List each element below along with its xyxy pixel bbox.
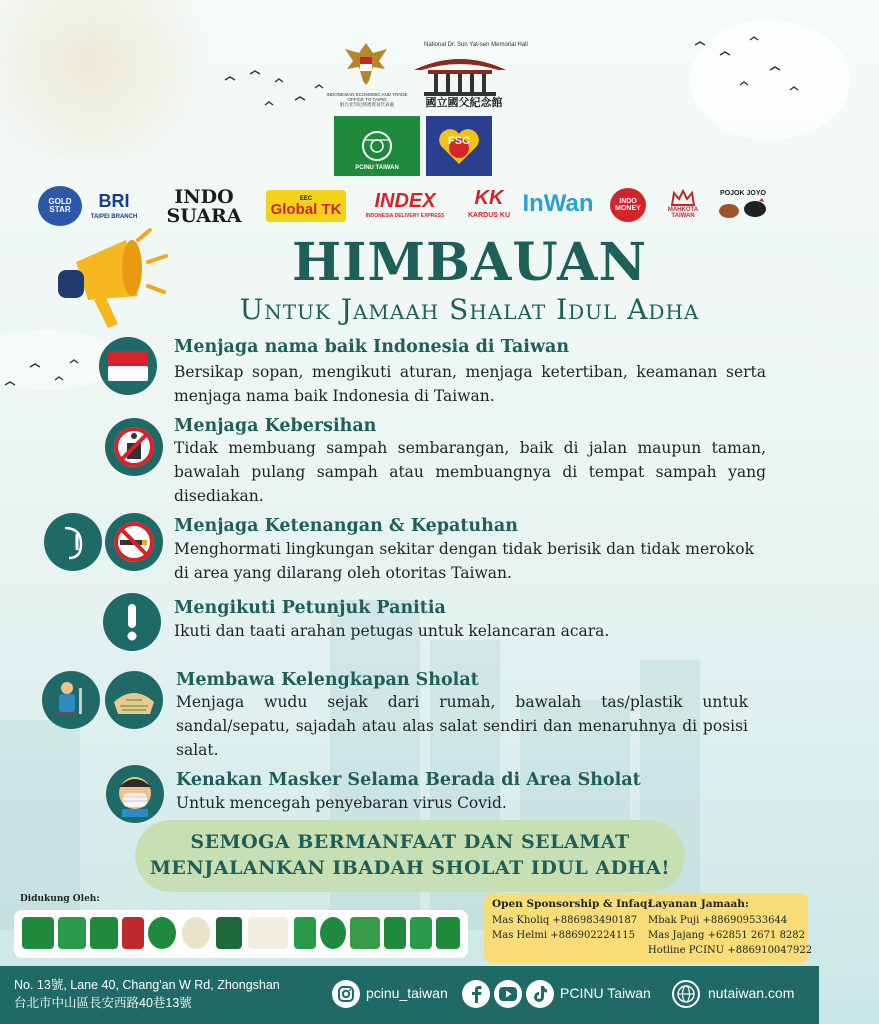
page-subtitle: Untuk Jamaah Shalat Idul Adha xyxy=(239,293,700,326)
supported-by-label: Didukung Oleh: xyxy=(20,894,100,904)
closing-line-1: SEMOGA BERMANFAAT DAN SELAMAT xyxy=(190,831,630,853)
closing-line-2: MENJALANKAN IBADAH SHOLAT IDUL ADHA! xyxy=(149,857,671,879)
item-description: Menjaga wudu sejak dari rumah, bawalah tas/plastik untuk sandal/sepatu, sajadah atau alas salat sendiri dan menaruhnya di posisi salat. xyxy=(176,693,748,759)
social-account-name[interactable]: PCINU Taiwan xyxy=(560,985,651,1001)
no-smoking-icon xyxy=(105,513,163,571)
contact-line: Mas Kholiq +886983490187 xyxy=(492,915,638,926)
indo-money-logo: INDO MONEY xyxy=(610,188,646,222)
supporter-logo xyxy=(320,917,346,949)
memorial-arc-text: National Dr. Sun Yat-sen Memorial Hall xyxy=(424,42,528,48)
prayer-mat-icon xyxy=(105,671,163,729)
item-description: Untuk mencegah penyebaran virus Covid. xyxy=(176,794,507,812)
supporter-logo xyxy=(148,917,176,949)
supporter-logo xyxy=(216,917,242,949)
instagram-handle[interactable]: pcinu_taiwan xyxy=(366,985,448,1001)
supporter-logo xyxy=(22,917,54,949)
item-heading: Kenakan Masker Selama Berada di Area Sholat xyxy=(176,770,641,790)
contact-line: Mbak Puji +886909533644 xyxy=(648,915,788,926)
contact-line: Mas Jajang +62851 2671 8282 xyxy=(648,930,806,941)
kardusku-caption: KARDUS KU xyxy=(468,211,510,219)
teto-caption: INDONESIAN ECONOMIC AND TRADE OFFICE TO TAIPEI 駐台北印尼經濟貿易代表處 xyxy=(326,92,408,107)
website-link[interactable]: nutaiwan.com xyxy=(708,985,795,1001)
supporter-logo xyxy=(90,917,118,949)
item-description: Tidak membuang sampah sembarangan, baik di jalan maupun taman, bawalah pulang sampah atau membuangnya di tempat sampah yang disediakan. xyxy=(174,439,766,505)
index-logo: INDEX xyxy=(374,190,436,212)
pcinu-caption: PCINU TAIWAN xyxy=(355,165,399,171)
item-description: Menghormati lingkungan sekitar dengan tidak berisik dan tidak merokok di area yang dilarang oleh otoritas Taiwan. xyxy=(174,540,754,582)
indonesia-flag-icon xyxy=(99,337,157,395)
quiet-shh-icon xyxy=(44,513,102,571)
mandala-ornament xyxy=(0,0,220,160)
tiktok-icon[interactable] xyxy=(526,980,554,1008)
sponsorship-title: Open Sponsorship & Infaq: xyxy=(492,898,652,910)
item-heading: Membawa Kelengkapan Sholat xyxy=(176,670,479,690)
supporter-logo xyxy=(58,917,86,949)
item-description: Bersikap sopan, mengikuti aturan, menjaga ketertiban, keamanan serta menjaga nama baik Indonesia di Taiwan. xyxy=(174,363,766,405)
exclamation-icon xyxy=(103,593,161,651)
kardusku-logo: KK xyxy=(474,187,504,209)
globe-icon xyxy=(672,980,700,1008)
fsc-text: FSC xyxy=(448,135,470,147)
global-tk-logo: EEC Global TK xyxy=(266,190,346,222)
instagram-icon[interactable] xyxy=(332,980,360,1008)
mahkota-taiwan-logo: MAHKOTA TAIWAN xyxy=(658,186,708,222)
supporter-logo xyxy=(436,917,460,949)
garuda-emblem-logo xyxy=(336,36,396,92)
supporter-logo xyxy=(122,917,144,949)
ablution-icon xyxy=(42,671,100,729)
address-line-1: No. 13號, Lane 40, Chang'an W Rd, Zhongshan xyxy=(14,978,280,992)
no-littering-icon xyxy=(105,418,163,476)
supporter-logo xyxy=(384,917,406,949)
supporter-logo xyxy=(248,917,288,949)
face-mask-icon xyxy=(106,765,164,823)
supporter-logo xyxy=(294,917,316,949)
bri-branch-caption: TAIPEI BRANCH xyxy=(90,214,138,220)
birds-decoration xyxy=(0,355,90,400)
item-heading: Menjaga Kebersihan xyxy=(174,416,377,436)
index-caption: INDONESIA DELIVERY EXPRESS xyxy=(365,212,445,219)
birds-decoration xyxy=(690,30,810,110)
page-title: HIMBAUAN xyxy=(292,232,647,293)
birds-decoration xyxy=(220,60,340,120)
youtube-icon[interactable] xyxy=(494,980,522,1008)
item-heading: Mengikuti Petunjuk Panitia xyxy=(174,598,446,618)
closing-banner xyxy=(135,820,685,892)
contact-line: Mas Helmi +886902224115 xyxy=(492,930,635,941)
contact-line: Hotline PCINU +886910047922 xyxy=(648,945,813,956)
address-line-2: 台北市中山區長安西路40巷13號 xyxy=(14,996,192,1010)
bri-logo: BRI xyxy=(98,191,130,211)
item-heading: Menjaga nama baik Indonesia di Taiwan xyxy=(174,337,570,357)
supporter-logo xyxy=(350,917,380,949)
item-heading: Menjaga Ketenangan & Kepatuhan xyxy=(174,516,518,536)
inwan-logo: InWan xyxy=(522,190,594,217)
supporter-logo xyxy=(410,917,432,949)
indo-suara-logo: INDO SUARA xyxy=(166,186,242,227)
memorial-caption: 國立國父紀念館 xyxy=(425,96,503,109)
goldstar-logo: GOLD STAR xyxy=(38,186,82,226)
item-description: Ikuti dan taati arahan petugas untuk kelancaran acara. xyxy=(174,622,610,640)
pojok-joyo-logo: POJOK JOYO xyxy=(710,186,776,222)
supporter-logo xyxy=(182,917,210,949)
facebook-icon[interactable] xyxy=(462,980,490,1008)
service-title: Layanan Jamaah: xyxy=(648,898,749,910)
